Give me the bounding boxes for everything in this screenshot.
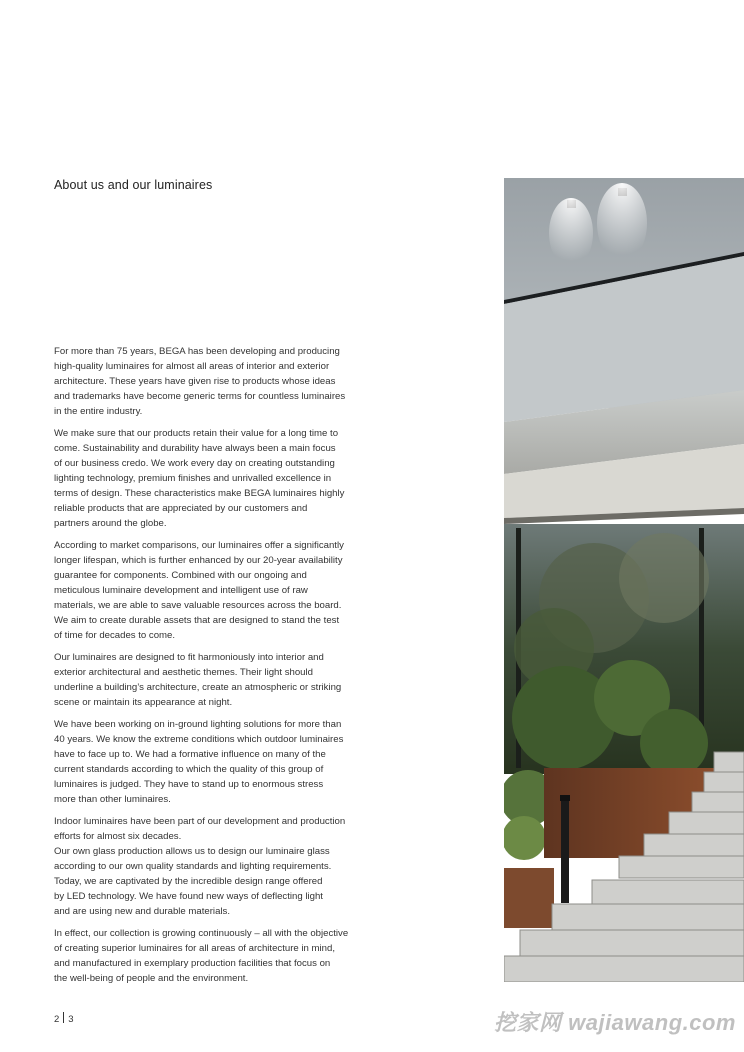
folio-divider — [63, 1012, 64, 1023]
paragraph: In effect, our collection is growing continuously – all with the objective of creating superior luminaires for all areas of architecture in mind, and manufactured in exemplary production facilities that focus on the well-being of people and the environment. — [54, 928, 349, 984]
paragraph: We have been working on in-ground lighting solutions for more than 40 years. We know the extreme conditions which outdoor luminaires have to face up to. We had a formative influence on many of the current standards according to which the quality of this group of luminaires is judged. They have to stand up to enormous stress more than other luminaires. — [54, 719, 344, 805]
page-number-left: 2 — [54, 1014, 60, 1025]
paragraph: We make sure that our products retain their value for a long time to come. Sustainability and durability have always been a main focus of our business credo. We work every day on creating outstanding lighting technology, premium finishes and unrivalled excellence in terms of design. These characteristics make BEGA luminaires highly reliable products that are appreciated by our customers and partners around the globe. — [54, 428, 345, 529]
page-numbers — [54, 1012, 74, 1025]
page-number-right: 3 — [68, 1014, 74, 1025]
paragraph: Indoor luminaires have been part of our development and production efforts for almost six decades. Our own glass production allows us to design our luminaire glass according to our own quality standards and lighting requirements. Today, we are captivated by the incredible design range offered by LED technology. We have found new ways of deflecting light and are using new and durable materials. — [54, 816, 346, 917]
paragraph: Our luminaires are designed to fit harmoniously into interior and exterior architectural and aesthetic themes. Their light should underline a building’s architecture, create an atmospheric or striking scene or maintain its appearance at night. — [54, 652, 342, 708]
body-text — [54, 344, 379, 993]
architecture-photo — [504, 178, 744, 982]
page-heading: About us and our luminaires — [54, 178, 213, 192]
paragraph: For more than 75 years, BEGA has been developing and producing high-quality luminaires for almost all areas of interior and exterior architecture. These years have given rise to products whose ideas and trademarks have become generic terms for countless luminaires in the entire industry. — [54, 346, 346, 417]
watermark: 挖家网 wajiawang.com — [494, 1010, 736, 1035]
paragraph: According to market comparisons, our luminaires offer a significantly longer lifespan, which is further enhanced by our 20-year availability guarantee for components. Combined with our ongoing and meticulous luminaire development and intelligent use of raw materials, we are able to save valuable resources across the board. We aim to create durable assets that are designed to stand the test of time for decades to come. — [54, 540, 344, 641]
